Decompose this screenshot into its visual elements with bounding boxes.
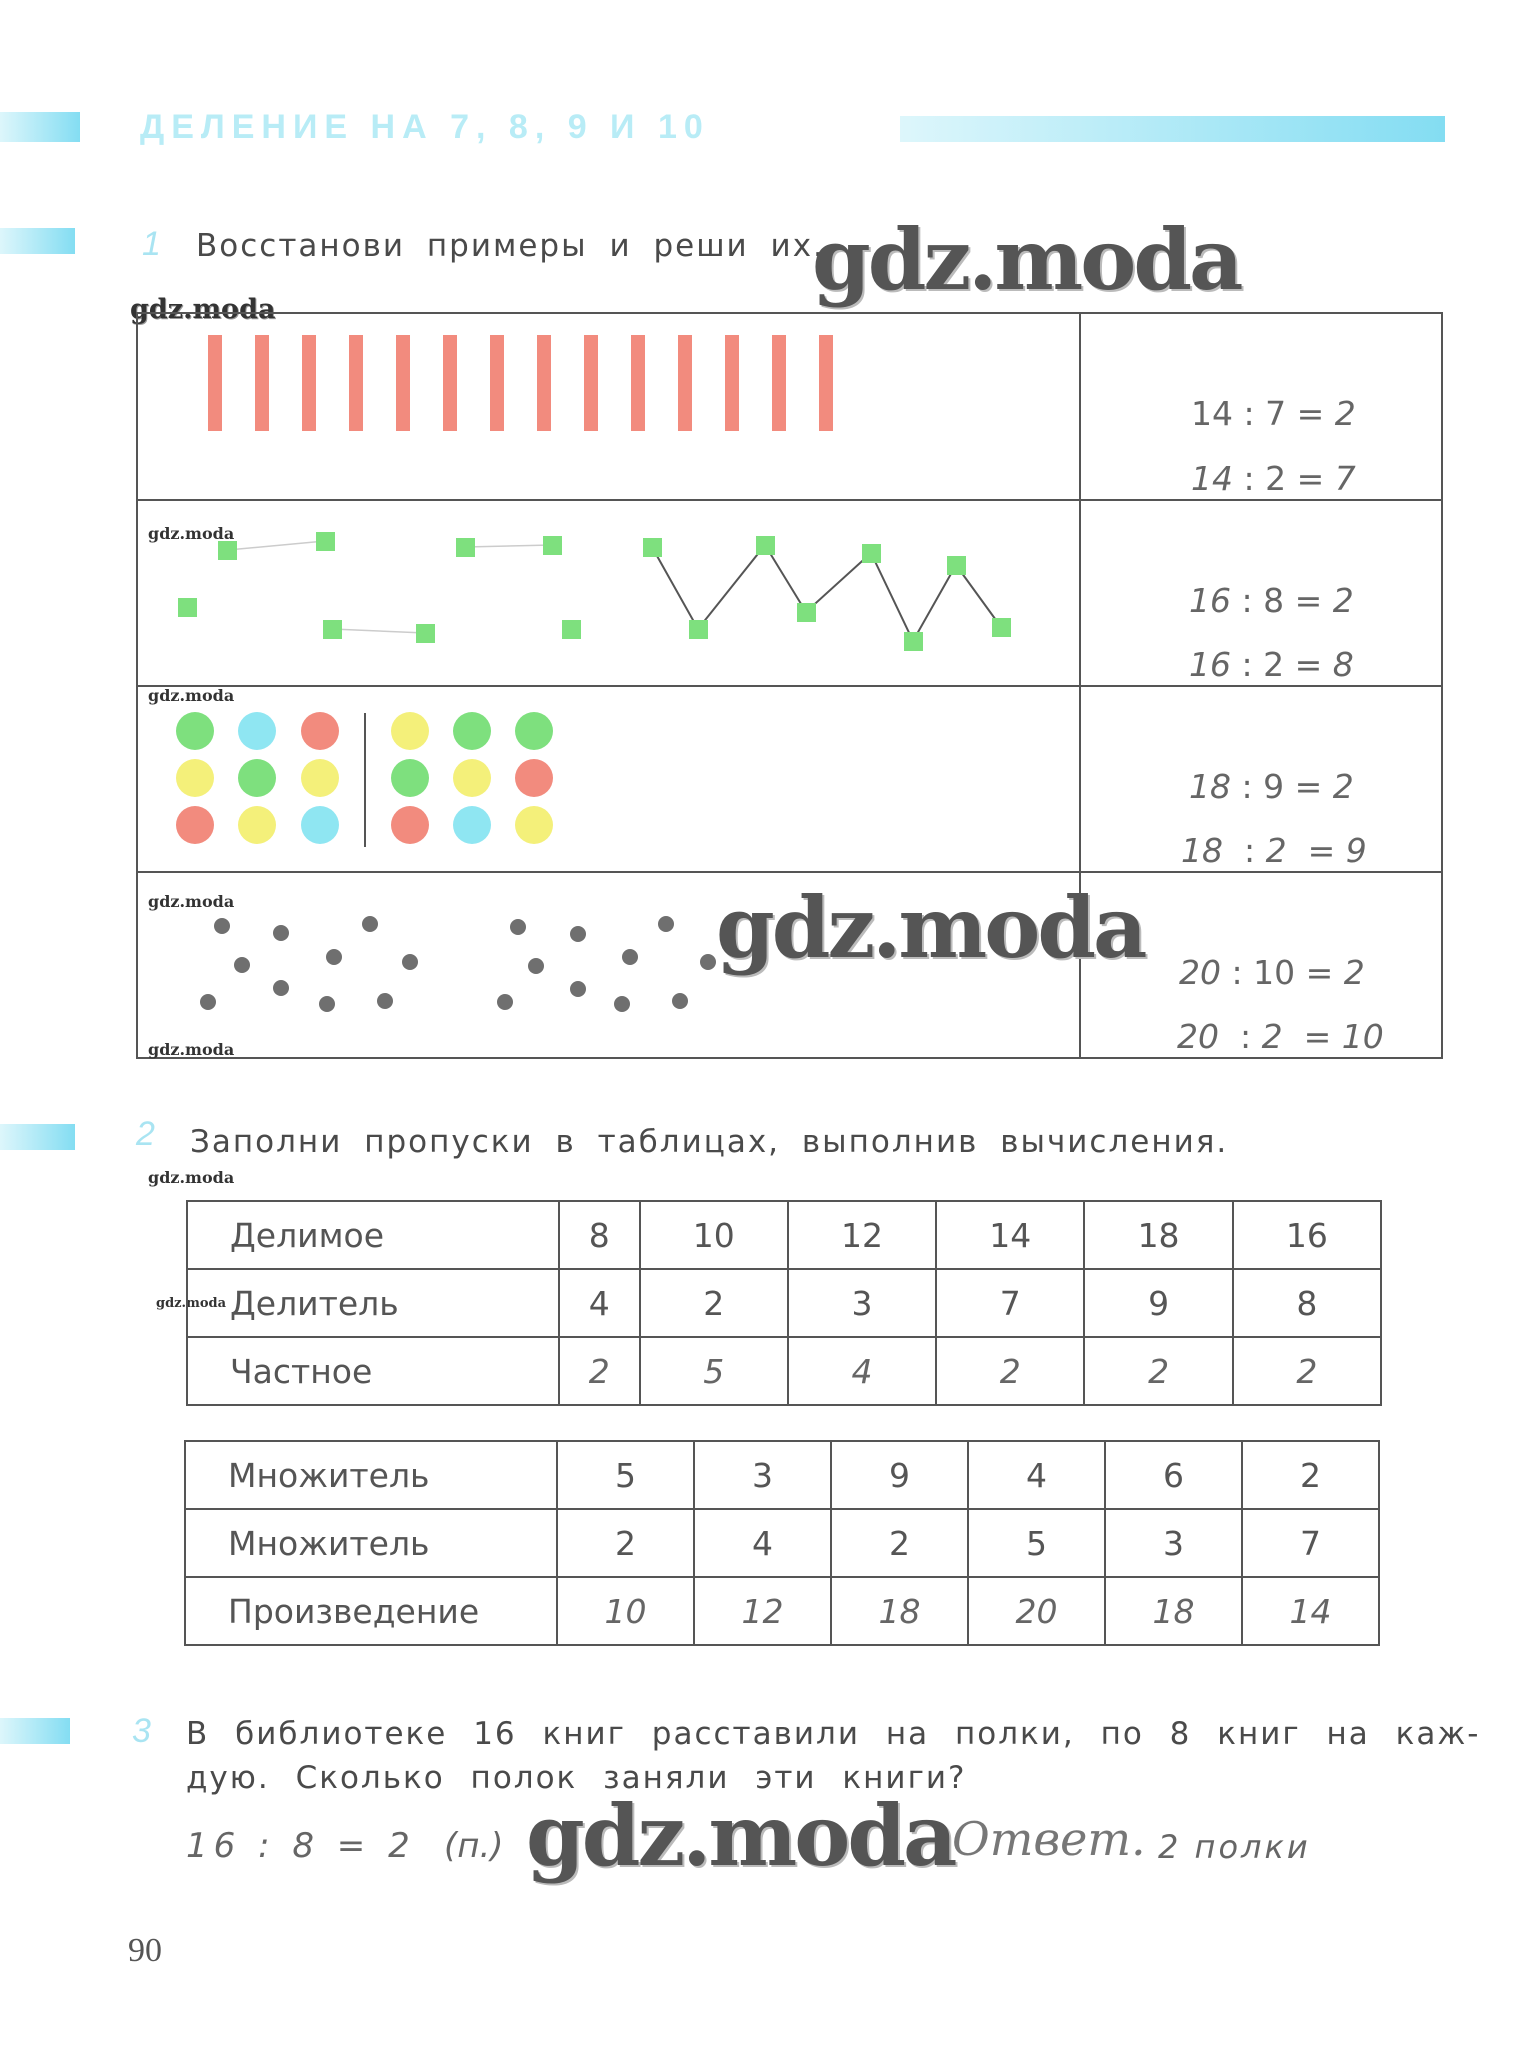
equation: 16 : 8 = 2 — [1188, 581, 1354, 620]
dot — [326, 949, 342, 965]
square — [178, 598, 197, 617]
task-text: дую. Сколько полок заняли эти книги? — [186, 1760, 967, 1796]
answer-cell: 12 — [694, 1577, 831, 1645]
bar — [349, 335, 363, 431]
equation: 16 : 2 = 8 — [1188, 645, 1354, 684]
cell: 9 — [831, 1441, 968, 1509]
circle — [391, 712, 429, 750]
cell: 2 — [640, 1269, 788, 1337]
square — [323, 620, 342, 639]
watermark: gdz.moda — [148, 524, 235, 543]
answer-cell: 18 — [1105, 1577, 1242, 1645]
row-label: Частное — [187, 1337, 559, 1405]
multiplication-table — [184, 1440, 1380, 1646]
cell: 7 — [936, 1269, 1084, 1337]
circle — [515, 806, 553, 844]
dot — [510, 919, 526, 935]
task-text: В библиотеке 16 книг расставили на полки, по 8 книг на каж- — [186, 1716, 1481, 1752]
answer-cell: 10 — [557, 1577, 694, 1645]
dot — [377, 993, 393, 1009]
square — [756, 536, 775, 555]
cell: 8 — [1233, 1269, 1381, 1337]
answer: 9 — [1345, 831, 1367, 870]
watermark: gdz.moda — [156, 1296, 227, 1311]
square — [904, 632, 923, 651]
cell: 10 — [640, 1201, 788, 1269]
cell: 4 — [968, 1441, 1105, 1509]
watermark: gdz.moda — [148, 686, 235, 705]
circle — [238, 759, 276, 797]
squares-illustration — [170, 525, 1050, 665]
dot — [672, 993, 688, 1009]
watermark: gdz.moda — [148, 892, 235, 911]
answer-cell: 20 — [968, 1577, 1105, 1645]
watermark: gdz.moda — [148, 1168, 235, 1187]
dot — [362, 916, 378, 932]
cell: 12 — [788, 1201, 936, 1269]
dot — [273, 980, 289, 996]
dot — [319, 996, 335, 1012]
circle — [176, 712, 214, 750]
square — [643, 538, 662, 557]
cell: 3 — [1105, 1509, 1242, 1577]
answer-cell: 4 — [788, 1337, 936, 1405]
cell: 3 — [694, 1441, 831, 1509]
square — [456, 538, 475, 557]
watermark: gdz.moda — [526, 1786, 955, 1885]
answer-cell: 2 — [936, 1337, 1084, 1405]
circle — [301, 712, 339, 750]
dot — [658, 916, 674, 932]
dot — [497, 994, 513, 1010]
row-label: Делитель — [187, 1269, 559, 1337]
watermark: gdz.moda — [148, 1040, 235, 1059]
cell: 5 — [968, 1509, 1105, 1577]
bar — [302, 335, 316, 431]
dot — [528, 958, 544, 974]
circle — [176, 806, 214, 844]
page-number: 90 — [128, 1932, 162, 1969]
dot — [200, 994, 216, 1010]
answer-cell: 2 — [1084, 1337, 1232, 1405]
bar — [490, 335, 504, 431]
dot — [614, 996, 630, 1012]
cell: 6 — [1105, 1441, 1242, 1509]
square — [689, 620, 708, 639]
circle — [515, 759, 553, 797]
answer-cell: 18 — [831, 1577, 968, 1645]
answer: 8 — [1332, 645, 1354, 684]
table-row — [185, 1441, 1379, 1509]
row-label: Множитель — [185, 1441, 557, 1509]
cell: 2 — [831, 1509, 968, 1577]
dot — [570, 981, 586, 997]
dot — [402, 954, 418, 970]
answer-cell: 2 — [1233, 1337, 1381, 1405]
dot — [234, 957, 250, 973]
answer: 10 — [1341, 1017, 1384, 1056]
answer-cell: 14 — [1242, 1577, 1379, 1645]
equation: 20 : 2 = 10 — [1176, 1017, 1384, 1056]
dots-illustration — [190, 900, 730, 1030]
dot — [622, 949, 638, 965]
task-band — [0, 1718, 70, 1744]
circle — [453, 712, 491, 750]
table-row — [187, 1269, 1381, 1337]
circle — [238, 712, 276, 750]
equation: 18 : 2 = 9 — [1180, 831, 1367, 870]
circle — [301, 759, 339, 797]
watermark: gdz.moda — [130, 294, 276, 325]
bar — [443, 335, 457, 431]
answer: 2 — [1332, 767, 1354, 806]
equation: 14 : 7 = 2 — [1190, 394, 1356, 433]
circle — [453, 759, 491, 797]
bar — [396, 335, 410, 431]
task-band — [0, 1124, 75, 1150]
circle — [301, 806, 339, 844]
answer-label: Ответ. — [952, 1812, 1146, 1866]
square — [862, 544, 881, 563]
bars-illustration — [200, 335, 860, 435]
cell: 14 — [936, 1201, 1084, 1269]
row-label: Делимое — [187, 1201, 559, 1269]
bar — [255, 335, 269, 431]
cell: 5 — [557, 1441, 694, 1509]
cell: 2 — [1242, 1441, 1379, 1509]
square — [218, 541, 237, 560]
square — [947, 556, 966, 575]
square — [992, 618, 1011, 637]
answer: 2 полки — [1158, 1828, 1311, 1866]
task-number: 2 — [136, 1115, 155, 1153]
cell: 3 — [788, 1269, 936, 1337]
dot — [214, 918, 230, 934]
bar — [208, 335, 222, 431]
watermark: gdz.moda — [812, 210, 1241, 309]
page-title: ДЕЛЕНИЕ НА 7, 8, 9 И 10 — [140, 108, 710, 146]
row-label: Произведение — [185, 1577, 557, 1645]
dot — [273, 925, 289, 941]
circle — [391, 806, 429, 844]
bar — [725, 335, 739, 431]
cell: 2 — [557, 1509, 694, 1577]
row-label: Множитель — [185, 1509, 557, 1577]
answer: 2 — [1343, 953, 1365, 992]
task-number: 1 — [142, 225, 161, 263]
table-row — [185, 1577, 1379, 1645]
division-table — [186, 1200, 1382, 1406]
solution: 16 : 8 = 2 — [186, 1826, 416, 1866]
cell: 18 — [1084, 1201, 1232, 1269]
circle — [515, 712, 553, 750]
dot — [700, 954, 716, 970]
task-number: 3 — [132, 1712, 151, 1750]
answer: 2 — [1334, 394, 1356, 433]
equation: 14 : 2 = 7 — [1190, 459, 1356, 498]
cell: 8 — [559, 1201, 640, 1269]
bar — [631, 335, 645, 431]
bar — [819, 335, 833, 431]
cell: 4 — [694, 1509, 831, 1577]
circle — [176, 759, 214, 797]
circle — [391, 759, 429, 797]
equation: 18 : 9 = 2 — [1188, 767, 1354, 806]
answer: 7 — [1334, 459, 1356, 498]
table-row — [185, 1509, 1379, 1577]
answer: 2 — [1332, 581, 1354, 620]
cell: 7 — [1242, 1509, 1379, 1577]
circle — [453, 806, 491, 844]
task-text: Заполни пропуски в таблицах, выполнив вычисления. — [190, 1124, 1229, 1160]
cell: 4 — [559, 1269, 640, 1337]
bar — [537, 335, 551, 431]
bar — [584, 335, 598, 431]
task-text: Восстанови примеры и реши их. — [196, 228, 825, 264]
cell: 16 — [1233, 1201, 1381, 1269]
circle — [238, 806, 276, 844]
watermark: gdz.moda — [716, 878, 1145, 977]
square — [416, 624, 435, 643]
bar — [678, 335, 692, 431]
circles-illustration — [170, 705, 590, 855]
table-row — [187, 1337, 1381, 1405]
unit: (п.) — [444, 1826, 504, 1866]
square — [797, 603, 816, 622]
equation: 20 : 10 = 2 — [1178, 953, 1365, 992]
cell: 9 — [1084, 1269, 1232, 1337]
answer-cell: 2 — [559, 1337, 640, 1405]
square — [543, 536, 562, 555]
answer-cell: 5 — [640, 1337, 788, 1405]
square — [316, 532, 335, 551]
bar — [772, 335, 786, 431]
dot — [570, 926, 586, 942]
square — [562, 620, 581, 639]
table-row — [187, 1201, 1381, 1269]
